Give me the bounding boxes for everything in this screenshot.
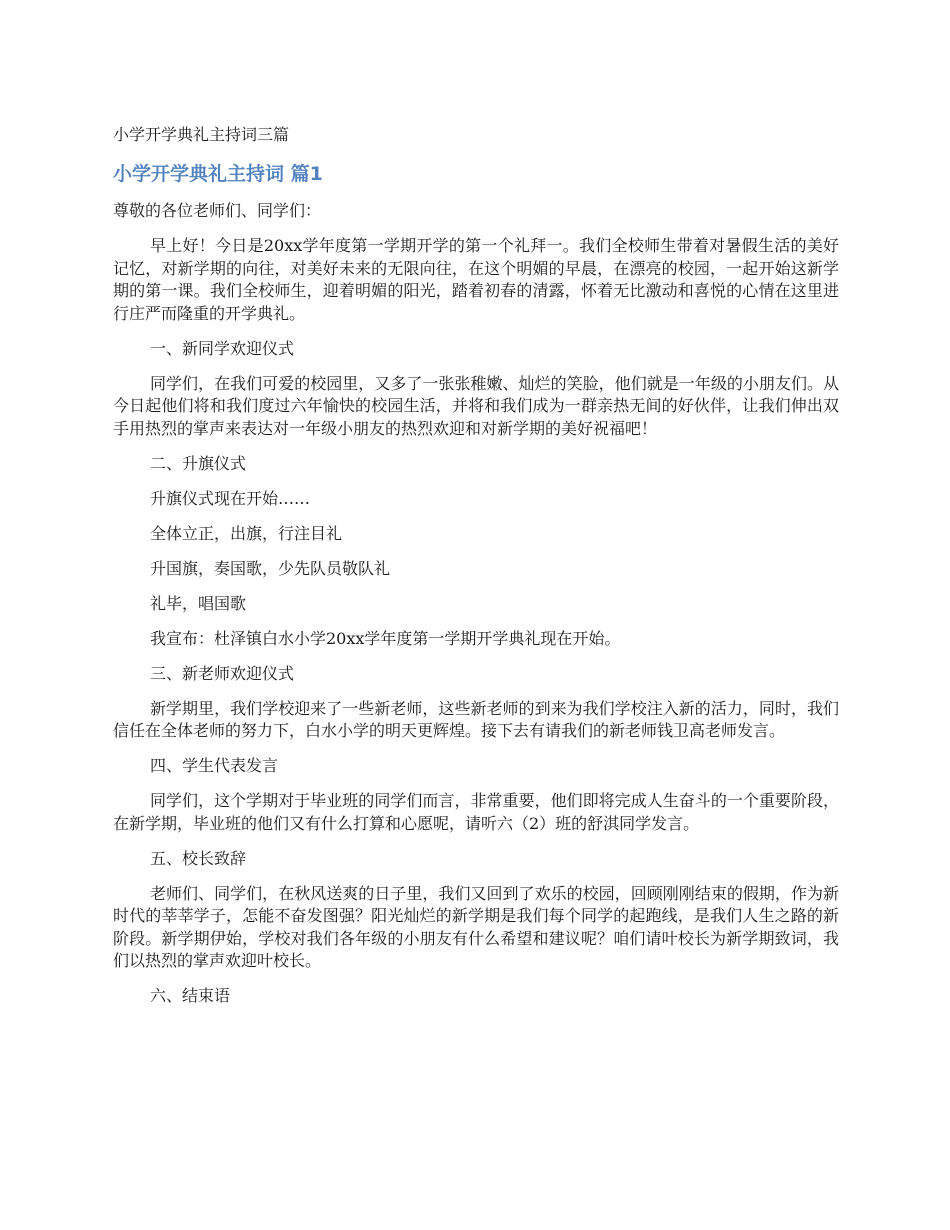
paragraph: 同学们，这个学期对于毕业班的同学们而言，非常重要，他们即将完成人生奋斗的一个重要阶段，在新学期，毕业班的他们又有什么打算和心愿呢，请听六（2）班的舒淇同学发言。 [113, 791, 839, 833]
paragraph: 三、新老师欢迎仪式 [150, 663, 295, 683]
paragraph: 我宣布：杜泽镇白水小学20xx学年度第一学期开学典礼现在开始。 [150, 628, 621, 648]
paragraph: 老师们、同学们，在秋风送爽的日子里，我们又回到了欢乐的校园，回顾刚刚结束的假期，作为新时代的莘莘学子，怎能不奋发图强？阳光灿烂的新学期是我们每个同学的起跑线，是我们人生之路的新阶段。新学期伊始，学校对我们各年级的小朋友有什么希望和建议呢？咱们请叶校长为新学期致词，我们以热烈的掌声欢迎叶校长。 [113, 883, 839, 970]
paragraph: 一、新同学欢迎仪式 [150, 338, 295, 358]
paragraph: 全体立正，出旗，行注目礼 [150, 523, 343, 543]
section-heading: 小学开学典礼主持词 篇1 [113, 163, 323, 185]
paragraph: 二、升旗仪式 [150, 453, 247, 473]
paragraph: 升旗仪式现在开始…… [150, 488, 311, 508]
document-body [113, 200, 839, 1008]
paragraph: 同学们，在我们可爱的校园里，又多了一张张稚嫩、灿烂的笑脸，他们就是一年级的小朋友们。从今日起他们将和我们度过六年愉快的校园生活，并将和我们成为一群亲热无间的好伙伴，让我们伸出双手用热烈的掌声来表达对一年级小朋友的热烈欢迎和对新学期的美好祝福吧！ [113, 373, 839, 438]
paragraph: 礼毕，唱国歌 [150, 593, 247, 613]
paragraph: 新学期里，我们学校迎来了一些新老师，这些新老师的到来为我们学校注入新的活力，同时，我们信任在全体老师的努力下，白水小学的明天更辉煌。接下去有请我们的新老师钱卫高老师发言。 [113, 698, 839, 740]
paragraph: 四、学生代表发言 [150, 756, 279, 775]
document-title: 小学开学典礼主持词三篇 [113, 125, 290, 144]
paragraph: 六、结束语 [150, 986, 231, 1005]
paragraph: 五、校长致辞 [150, 848, 247, 868]
document-page [113, 122, 839, 1020]
paragraph: 尊敬的各位老师们、同学们： [113, 201, 322, 220]
paragraph: 升国旗，奏国歌，少先队员敬队礼 [150, 558, 391, 578]
paragraph: 早上好！今日是20xx学年度第一学期开学的第一个礼拜一。我们全校师生带着对暑假生活的美好记忆，对新学期的向往，对美好未来的无限向往，在这个明媚的早晨，在漂亮的校园，一起开始这新学期的第一课。我们全校师生，迎着明媚的阳光，踏着初春的清露，怀着无比激动和喜悦的心情在这里进行庄严而隆重的开学典礼。 [113, 236, 839, 323]
